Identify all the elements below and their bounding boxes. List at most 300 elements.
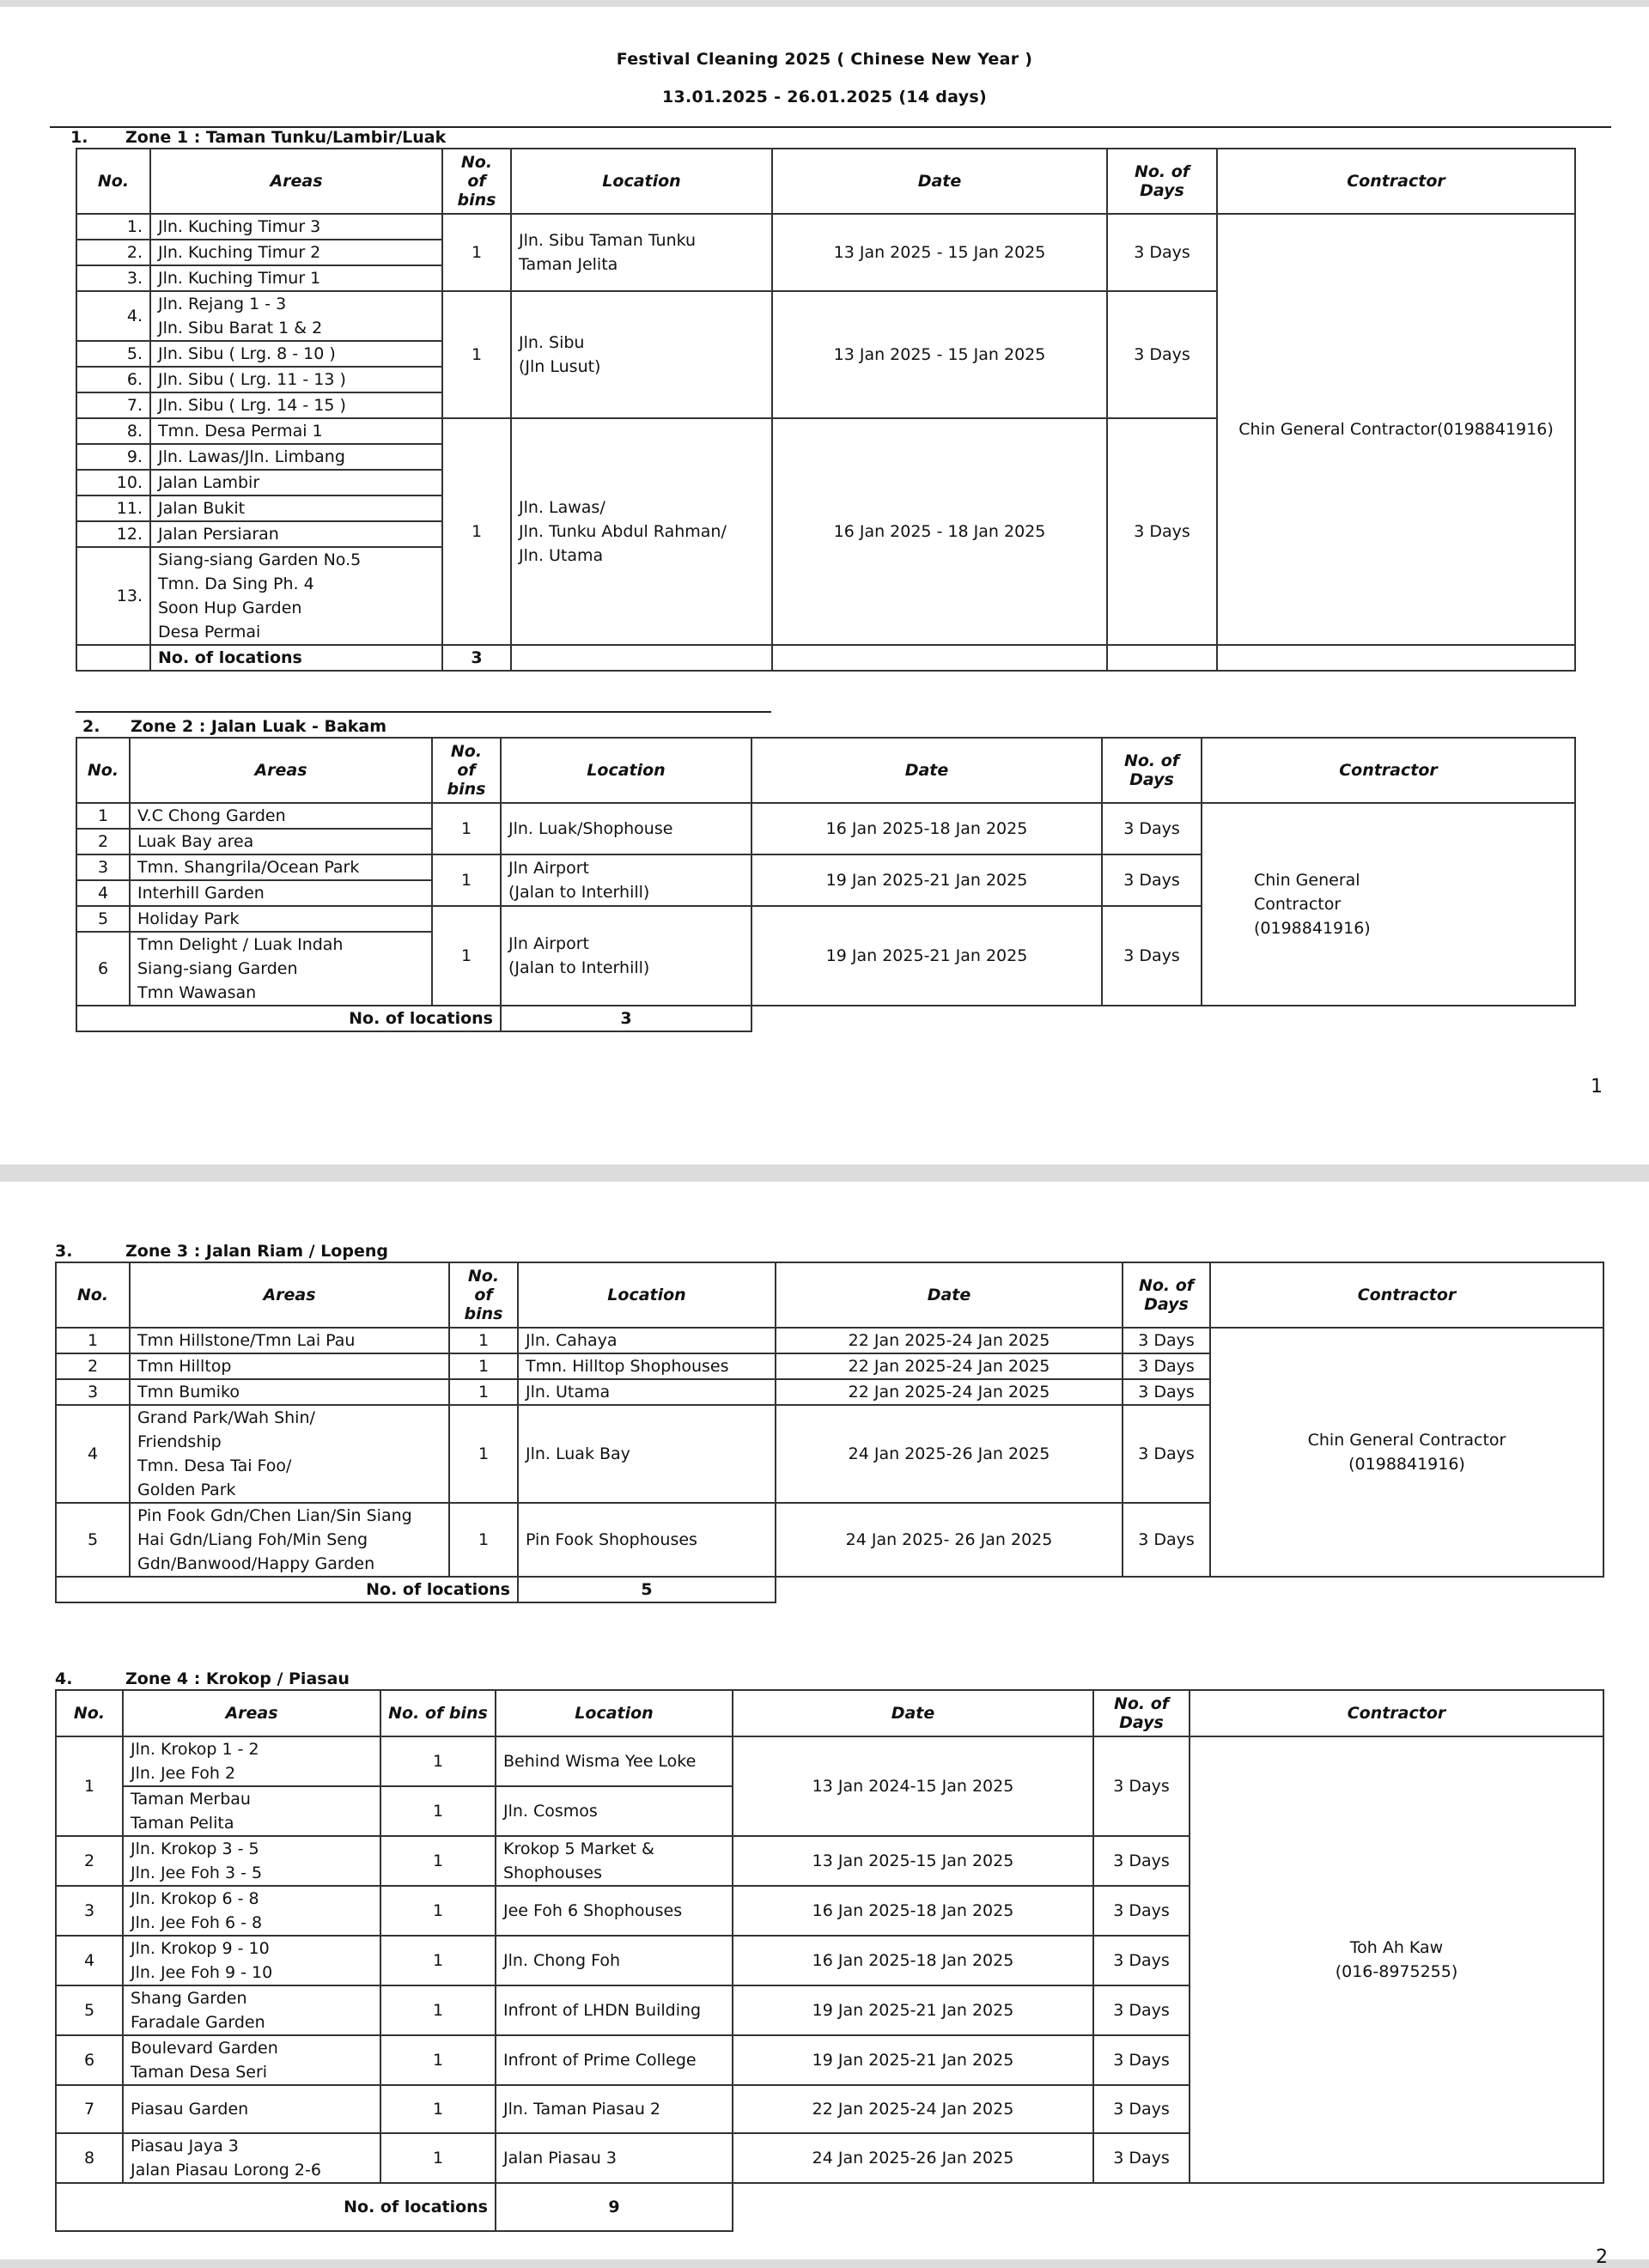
area-cell-line: Jln. Sibu ( Lrg. 11 - 13 ) — [158, 370, 346, 389]
row-number: 2 — [76, 829, 130, 854]
row-number: 8 — [56, 2133, 123, 2183]
area-cell-line: Tmn Wawasan — [137, 983, 257, 1002]
date-cell: 19 Jan 2025-21 Jan 2025 — [733, 2035, 1093, 2085]
row-number: 4. — [76, 291, 150, 341]
bins-cell: 1 — [380, 1786, 496, 1836]
area-cell-line: Jln. Jee Foh 6 - 8 — [131, 1913, 263, 1932]
date-cell: 16 Jan 2025 - 18 Jan 2025 — [772, 418, 1107, 645]
table-row — [56, 1736, 1603, 1786]
area-cell-line: Jln. Lawas/Jln. Limbang — [158, 447, 345, 466]
area-cell — [150, 367, 442, 392]
area-cell-line: Interhill Garden — [137, 884, 265, 903]
area-cell — [150, 265, 442, 291]
days-cell: 3 Days — [1093, 2085, 1190, 2133]
row-number: 2 — [56, 1353, 130, 1379]
location-cell-line: Jln. Utama — [519, 546, 604, 565]
col-header-date: Date — [776, 1262, 1123, 1328]
area-cell — [130, 932, 432, 1006]
col-header-days-line: Days — [1140, 181, 1184, 200]
days-cell: 3 Days — [1102, 803, 1202, 854]
area-cell — [130, 1353, 449, 1379]
row-number: 6. — [76, 367, 150, 392]
col-header-bins-line: No. — [467, 1267, 500, 1286]
location-cell-line: (Jln Lusut) — [519, 357, 601, 376]
date-cell: 19 Jan 2025-21 Jan 2025 — [751, 854, 1102, 906]
row-number: 3 — [56, 1886, 123, 1936]
col-header-contractor: Contractor — [1217, 149, 1575, 214]
area-cell-line: Tmn. Desa Permai 1 — [158, 422, 323, 441]
area-cell — [123, 1886, 380, 1936]
location-cell-line: Behind Wisma Yee Loke — [503, 1752, 697, 1771]
area-cell — [150, 341, 442, 367]
area-cell — [130, 1405, 449, 1503]
locations-count-value: 3 — [501, 1006, 751, 1031]
count-contractor-blank — [1217, 645, 1575, 671]
locations-count-label: No. of locations — [56, 1577, 518, 1602]
days-cell: 3 Days — [1123, 1328, 1210, 1353]
area-cell-line: Siang-siang Garden No.5 — [158, 550, 362, 569]
area-cell — [130, 854, 432, 880]
col-header-date: Date — [733, 1690, 1093, 1736]
date-cell: 16 Jan 2025-18 Jan 2025 — [751, 803, 1102, 854]
area-cell — [130, 880, 432, 906]
row-number: 5 — [56, 1503, 130, 1577]
col-header-bins-line: bins — [464, 1304, 503, 1323]
locations-count-row — [56, 1577, 1603, 1602]
location-cell — [496, 1786, 733, 1836]
col-header-bins-line: bins — [447, 780, 486, 799]
area-cell — [150, 418, 442, 444]
col-header-days-line: No. of — [1123, 751, 1180, 770]
location-cell — [518, 1328, 776, 1353]
col-header-date: Date — [772, 149, 1107, 214]
area-cell-line: Grand Park/Wah Shin/ — [137, 1408, 315, 1427]
area-cell — [123, 1985, 380, 2035]
count-location-blank — [511, 645, 772, 671]
col-header-areas: Areas — [130, 1262, 449, 1328]
document-title: Festival Cleaning 2025 ( Chinese New Year ) — [616, 50, 1033, 69]
location-cell-line: Pin Fook Shophouses — [526, 1530, 697, 1549]
location-cell-line: Jln Airport — [508, 934, 589, 953]
area-cell — [123, 2133, 380, 2183]
contractor-cell-line: Chin General Contractor — [1307, 1431, 1506, 1450]
count-trailing-blank — [751, 1006, 1575, 1031]
area-cell-line: Jalan Bukit — [158, 499, 246, 518]
zone3-table — [55, 1262, 1604, 1603]
location-cell — [518, 1379, 776, 1405]
zone4-heading — [55, 1669, 350, 1688]
row-number: 3 — [76, 854, 130, 880]
contractor-cell — [1190, 1736, 1603, 2183]
area-cell-line: Tmn Hillstone/Tmn Lai Pau — [137, 1331, 356, 1350]
area-cell-line: Tmn Delight / Luak Indah — [137, 935, 344, 954]
area-cell — [150, 240, 442, 265]
contractor-cell: Chin General Contractor(0198841916) — [1217, 214, 1575, 645]
row-number: 12. — [76, 521, 150, 547]
location-cell-line: Jln. Sibu Taman Tunku — [519, 231, 697, 250]
col-header-contractor: Contractor — [1190, 1690, 1603, 1736]
area-cell — [150, 214, 442, 240]
area-cell — [150, 444, 442, 470]
days-cell: 3 Days — [1093, 2133, 1190, 2183]
col-header-bins-line: of — [467, 172, 486, 191]
location-cell — [496, 1836, 733, 1886]
days-cell: 3 Days — [1102, 854, 1202, 906]
area-cell-line: Jln. Sibu ( Lrg. 8 - 10 ) — [158, 344, 336, 363]
area-cell-line: Piasau Garden — [131, 2100, 249, 2119]
col-header-location: Location — [496, 1690, 733, 1736]
contractor-cell-line: (0198841916) — [1254, 919, 1371, 938]
area-cell — [130, 1503, 449, 1577]
days-cell: 3 Days — [1123, 1503, 1210, 1577]
count-date-blank — [772, 645, 1107, 671]
col-header-no: No. — [56, 1690, 123, 1736]
count-trailing-blank — [776, 1577, 1603, 1602]
row-number: 4 — [56, 1936, 123, 1985]
area-cell — [123, 1836, 380, 1886]
bins-cell: 1 — [449, 1503, 518, 1577]
area-cell-line: Hai Gdn/Liang Foh/Min Seng — [137, 1530, 368, 1549]
bins-cell: 1 — [380, 1736, 496, 1786]
area-cell-line: Taman Merbau — [131, 1790, 251, 1809]
locations-count-value: 3 — [442, 645, 511, 671]
col-header-no: No. — [76, 149, 150, 214]
location-cell — [511, 291, 772, 418]
col-header-bins-line: No. — [460, 153, 493, 172]
zone1-title: Zone 1 : Taman Tunku/Lambir/Luak — [125, 128, 447, 147]
area-cell — [150, 470, 442, 496]
days-cell: 3 Days — [1123, 1379, 1210, 1405]
row-number: 5 — [76, 906, 130, 932]
date-cell: 24 Jan 2025-26 Jan 2025 — [733, 2133, 1093, 2183]
location-cell-line: Jln. Cahaya — [526, 1331, 618, 1350]
area-cell-line: Tmn. Desa Tai Foo/ — [137, 1456, 292, 1475]
area-cell — [150, 521, 442, 547]
days-cell: 3 Days — [1107, 291, 1217, 418]
area-cell-line: Jalan Persiaran — [158, 525, 279, 544]
location-cell-line: Infront of LHDN Building — [503, 2001, 702, 2020]
location-cell-line: (Jalan to Interhill) — [508, 883, 650, 902]
zone4-title: Zone 4 : Krokop / Piasau — [125, 1669, 350, 1688]
area-cell-line: Tmn Hilltop — [137, 1357, 232, 1376]
location-cell — [496, 2133, 733, 2183]
col-header-areas: Areas — [130, 738, 432, 803]
date-cell: 22 Jan 2025-24 Jan 2025 — [733, 2085, 1093, 2133]
location-cell-line: Jln. Luak Bay — [526, 1444, 630, 1463]
area-cell-line: Taman Pelita — [131, 1814, 234, 1833]
date-cell: 22 Jan 2025-24 Jan 2025 — [776, 1353, 1123, 1379]
bins-cell: 1 — [380, 2085, 496, 2133]
col-header-bins — [449, 1262, 518, 1328]
date-cell: 16 Jan 2025-18 Jan 2025 — [733, 1936, 1093, 1985]
date-cell: 13 Jan 2025-15 Jan 2025 — [733, 1836, 1093, 1886]
zone1-table — [76, 148, 1576, 672]
area-cell-line: Jln. Jee Foh 2 — [131, 1764, 236, 1783]
bins-cell: 1 — [380, 1936, 496, 1985]
area-cell-line: Tmn. Da Sing Ph. 4 — [158, 575, 314, 593]
col-header-contractor: Contractor — [1202, 738, 1575, 803]
area-cell-line: Jln. Kuching Timur 1 — [158, 269, 321, 288]
zone3-title: Zone 3 : Jalan Riam / Lopeng — [125, 1242, 388, 1261]
date-cell: 24 Jan 2025- 26 Jan 2025 — [776, 1503, 1123, 1577]
row-number: 10. — [76, 470, 150, 496]
date-cell: 19 Jan 2025-21 Jan 2025 — [751, 906, 1102, 1006]
location-cell — [501, 854, 751, 906]
location-cell-line: Shophouses — [503, 1864, 602, 1882]
days-cell: 3 Days — [1093, 1936, 1190, 1985]
area-cell — [150, 547, 442, 645]
location-cell — [496, 2035, 733, 2085]
col-header-days-line: Days — [1129, 770, 1174, 789]
date-cell: 19 Jan 2025-21 Jan 2025 — [733, 1985, 1093, 2035]
location-cell-line: Jln. Tunku Abdul Rahman/ — [519, 522, 727, 541]
location-cell — [496, 2085, 733, 2133]
days-cell: 3 Days — [1107, 418, 1217, 645]
col-header-days-line: Days — [1144, 1295, 1189, 1314]
area-cell-line: Gdn/Banwood/Happy Garden — [137, 1554, 375, 1573]
row-number: 4 — [76, 880, 130, 906]
header-row — [76, 149, 1575, 214]
location-cell — [518, 1353, 776, 1379]
location-cell-line: Tmn. Hilltop Shophouses — [526, 1357, 729, 1376]
location-cell-line: Jln. Sibu — [519, 333, 585, 352]
col-header-bins-line: No. — [450, 742, 483, 761]
area-cell-line: Luak Bay area — [137, 832, 254, 851]
col-header-no: No. — [56, 1262, 130, 1328]
days-cell: 3 Days — [1093, 1736, 1190, 1836]
area-cell — [130, 906, 432, 932]
area-cell-line: Jln. Krokop 1 - 2 — [131, 1740, 259, 1759]
col-header-bins-line: of — [457, 761, 476, 780]
area-cell-line: Piasau Jaya 3 — [131, 2137, 239, 2156]
zone1-heading — [70, 128, 446, 147]
days-cell: 3 Days — [1093, 2035, 1190, 2085]
location-cell — [501, 803, 751, 854]
header-row — [56, 1262, 1603, 1328]
date-cell: 13 Jan 2024-15 Jan 2025 — [733, 1736, 1093, 1836]
row-number: 1 — [76, 803, 130, 829]
zone1-number: 1. — [70, 128, 88, 147]
zone2-table — [76, 737, 1576, 1032]
col-header-days — [1107, 149, 1217, 214]
zone2-title: Zone 2 : Jalan Luak - Bakam — [131, 717, 387, 736]
days-cell: 3 Days — [1123, 1353, 1210, 1379]
area-cell — [130, 803, 432, 829]
days-cell: 3 Days — [1102, 906, 1202, 1006]
area-cell-line: Friendship — [137, 1432, 222, 1451]
bins-cell: 1 — [449, 1328, 518, 1353]
area-cell — [123, 1936, 380, 1985]
col-header-days-line: No. of — [1138, 1276, 1195, 1295]
area-cell-line: Jln. Krokop 3 - 5 — [131, 1839, 259, 1858]
bins-cell: 1 — [432, 906, 501, 1006]
area-cell-line: Jalan Lambir — [158, 473, 260, 492]
date-cell: 16 Jan 2025-18 Jan 2025 — [733, 1886, 1093, 1936]
contractor-cell-line: Toh Ah Kaw — [1349, 1938, 1444, 1957]
row-number: 3 — [56, 1379, 130, 1405]
area-cell — [123, 2035, 380, 2085]
zone4-number: 4. — [55, 1669, 73, 1688]
row-number: 8. — [76, 418, 150, 444]
locations-count-label: No. of locations — [150, 645, 442, 671]
location-cell-line: Jln. Chong Foh — [503, 1951, 620, 1970]
area-cell-line: Boulevard Garden — [131, 2039, 278, 2058]
days-cell: 3 Days — [1093, 1886, 1190, 1936]
zone1-trailing-rule — [76, 711, 771, 713]
location-cell — [518, 1503, 776, 1577]
bins-cell: 1 — [380, 1985, 496, 2035]
row-number: 6 — [76, 932, 130, 1006]
area-cell-line: Jln. Kuching Timur 3 — [158, 217, 321, 236]
col-header-bins-line: of — [474, 1286, 493, 1304]
location-cell — [511, 214, 772, 291]
col-header-days-line: No. of — [1134, 162, 1190, 181]
date-cell: 24 Jan 2025-26 Jan 2025 — [776, 1405, 1123, 1503]
col-header-days — [1102, 738, 1202, 803]
bins-cell: 1 — [449, 1405, 518, 1503]
col-header-bins — [442, 149, 511, 214]
header-row — [56, 1690, 1603, 1736]
area-cell-line: Desa Permai — [158, 623, 261, 641]
location-cell-line: Jln. Luak/Shophouse — [508, 819, 673, 838]
location-cell — [501, 906, 751, 1006]
row-number: 5. — [76, 341, 150, 367]
location-cell-line: Jln. Cosmos — [503, 1802, 598, 1821]
table-row — [56, 1328, 1603, 1353]
contractor-cell — [1210, 1328, 1603, 1577]
area-cell-line: Jln. Sibu Barat 1 & 2 — [158, 319, 323, 337]
document-period: 13.01.2025 - 26.01.2025 (14 days) — [662, 88, 987, 106]
contractor-cell — [1202, 803, 1575, 1006]
col-header-location: Location — [501, 738, 751, 803]
col-header-no: No. — [76, 738, 130, 803]
area-cell-line: V.C Chong Garden — [137, 806, 286, 825]
bins-cell: 1 — [449, 1353, 518, 1379]
location-cell-line: Jalan Piasau 3 — [503, 2149, 617, 2168]
contractor-cell-line: Chin General — [1254, 871, 1360, 890]
locations-count-row — [56, 2183, 1603, 2231]
area-cell-line: Soon Hup Garden — [158, 599, 302, 617]
row-number: 4 — [56, 1405, 130, 1503]
days-cell: 3 Days — [1123, 1405, 1210, 1503]
row-number: 11. — [76, 496, 150, 521]
col-header-bins: No. of bins — [380, 1690, 496, 1736]
contractor-cell-line: (0198841916) — [1348, 1455, 1465, 1474]
bins-cell: 1 — [380, 1886, 496, 1936]
locations-count-value: 5 — [518, 1577, 776, 1602]
area-cell-line: Tmn. Shangrila/Ocean Park — [137, 858, 360, 877]
row-number: 1. — [76, 214, 150, 240]
days-cell: 3 Days — [1093, 1985, 1190, 2035]
bins-cell: 1 — [380, 2035, 496, 2085]
location-cell — [518, 1405, 776, 1503]
zone3-heading — [55, 1242, 388, 1261]
area-cell-line: Jln. Jee Foh 3 - 5 — [131, 1864, 263, 1882]
location-cell — [496, 1736, 733, 1786]
locations-count-label: No. of locations — [76, 1006, 501, 1031]
row-number: 2 — [56, 1836, 123, 1886]
area-cell — [123, 2085, 380, 2133]
count-spacer — [76, 645, 150, 671]
area-cell — [123, 1786, 380, 1836]
row-number: 5 — [56, 1985, 123, 2035]
location-cell — [496, 1936, 733, 1985]
col-header-days-line: Days — [1119, 1713, 1164, 1732]
area-cell-line: Jln. Rejang 1 - 3 — [158, 295, 287, 313]
locations-count-row — [76, 645, 1575, 671]
area-cell-line: Jalan Piasau Lorong 2-6 — [131, 2161, 321, 2180]
count-days-blank — [1107, 645, 1217, 671]
area-cell-line: Taman Desa Seri — [131, 2063, 268, 2082]
col-header-days-line: No. of — [1113, 1694, 1170, 1713]
row-number: 7. — [76, 392, 150, 418]
zone2-number: 2. — [82, 717, 100, 736]
bins-cell: 1 — [432, 854, 501, 906]
area-cell-line: Jln. Kuching Timur 2 — [158, 243, 321, 262]
area-cell-line: Siang-siang Garden — [137, 959, 298, 978]
bins-cell: 1 — [380, 2133, 496, 2183]
locations-count-row — [76, 1006, 1575, 1031]
locations-count-label: No. of locations — [56, 2183, 496, 2231]
area-cell — [130, 829, 432, 854]
area-cell-line: Jln. Krokop 6 - 8 — [131, 1889, 259, 1908]
location-cell-line: Jln. Utama — [526, 1383, 611, 1402]
row-number: 13. — [76, 547, 150, 645]
header-row — [76, 738, 1575, 803]
location-cell-line: Jee Foh 6 Shophouses — [503, 1901, 683, 1920]
bins-cell: 1 — [442, 418, 511, 645]
location-cell — [511, 418, 772, 645]
location-cell-line: Taman Jelita — [519, 255, 618, 274]
table-row — [76, 214, 1575, 240]
bins-cell: 1 — [449, 1379, 518, 1405]
col-header-areas: Areas — [150, 149, 442, 214]
bins-cell: 1 — [432, 803, 501, 854]
area-cell-line: Golden Park — [137, 1481, 236, 1499]
document-page-2 — [0, 1182, 1649, 2268]
zone4-table — [55, 1689, 1604, 2232]
row-number: 7 — [56, 2085, 123, 2133]
bins-cell: 1 — [442, 291, 511, 418]
area-cell-line: Shang Garden — [131, 1989, 247, 2008]
row-number: 2. — [76, 240, 150, 265]
bins-cell: 1 — [380, 1836, 496, 1886]
col-header-days — [1093, 1690, 1190, 1736]
area-cell-line: Pin Fook Gdn/Chen Lian/Sin Siang — [137, 1506, 412, 1525]
count-trailing-blank — [733, 2183, 1603, 2231]
location-cell-line: (Jalan to Interhill) — [508, 958, 650, 977]
document-page-1 — [0, 7, 1649, 1164]
area-cell-line: Jln. Krokop 9 - 10 — [131, 1939, 270, 1958]
col-header-date: Date — [751, 738, 1102, 803]
area-cell-line: Jln. Sibu ( Lrg. 14 - 15 ) — [158, 396, 346, 415]
col-header-bins-line: bins — [457, 191, 496, 210]
zone3-number: 3. — [55, 1242, 73, 1261]
location-cell-line: Jln. Taman Piasau 2 — [503, 2100, 661, 2119]
area-cell — [150, 291, 442, 341]
table-row — [76, 803, 1575, 829]
area-cell — [130, 1379, 449, 1405]
area-cell-line: Tmn Bumiko — [137, 1383, 240, 1402]
col-header-areas: Areas — [123, 1690, 380, 1736]
contractor-cell-line: (016-8975255) — [1335, 1962, 1458, 1981]
zone2-heading — [82, 717, 386, 736]
col-header-location: Location — [518, 1262, 776, 1328]
col-header-bins — [432, 738, 501, 803]
area-cell — [150, 392, 442, 418]
area-cell — [130, 1328, 449, 1353]
days-cell: 3 Days — [1107, 214, 1217, 291]
